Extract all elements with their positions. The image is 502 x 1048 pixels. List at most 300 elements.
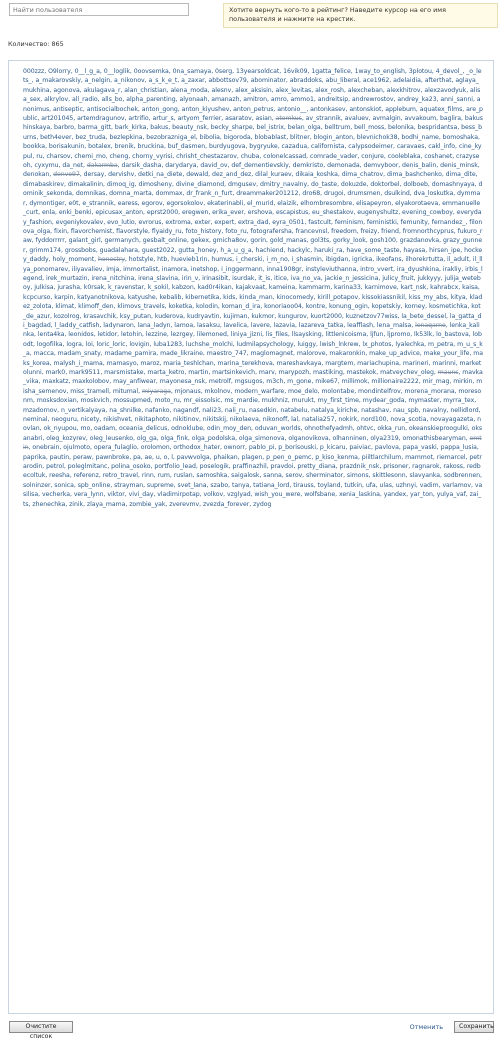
user-name[interactable]: belonika xyxy=(388,124,414,132)
user-name[interactable]: nikishvet xyxy=(103,416,131,424)
user-name[interactable]: volkov xyxy=(203,491,224,499)
user-name[interactable]: avaluev xyxy=(344,115,369,123)
user-name[interactable]: kitya xyxy=(450,293,466,301)
user-name[interactable]: foto_ru xyxy=(225,227,247,235)
user-name[interactable]: dommax xyxy=(155,190,183,198)
user-name[interactable]: olya2319 xyxy=(370,434,399,442)
user-name[interactable]: luba1283 xyxy=(153,340,183,348)
user-name[interactable]: gekex xyxy=(190,237,209,245)
user-name[interactable]: kot_de_azur xyxy=(23,303,481,320)
user-name[interactable]: becky_sharpe xyxy=(210,124,253,132)
user-name[interactable]: el_murid xyxy=(247,199,274,207)
user-list-box[interactable] xyxy=(8,60,494,1014)
user-name[interactable]: klimovs_travels xyxy=(117,303,165,311)
user-name[interactable]: orthodox_hater xyxy=(173,444,220,452)
user-name[interactable]: poleglmitanc xyxy=(67,463,108,471)
user-name[interactable]: klimat xyxy=(55,303,75,311)
user-name[interactable]: elyakorotaeva xyxy=(395,199,439,207)
user-name[interactable]: myrra_tex xyxy=(443,397,475,405)
user-name[interactable]: maroz xyxy=(140,359,160,367)
user-name[interactable]: zydog xyxy=(253,500,272,508)
user-name[interactable]: fromnorthcyprus xyxy=(402,227,454,235)
user-name[interactable]: anton_gong xyxy=(141,105,178,113)
user-name[interactable]: pawnbroke xyxy=(95,453,130,461)
user-name[interactable]: lazavia xyxy=(273,321,295,329)
user-name[interactable]: asian xyxy=(255,115,272,123)
user-name[interactable]: gmicha8ov xyxy=(212,237,247,245)
user-name[interactable]: l_laddy_catfish xyxy=(54,321,100,329)
user-name[interactable]: cazadua xyxy=(281,143,308,151)
user-name[interactable]: all_radio xyxy=(71,96,98,104)
user-name[interactable]: beth4ever xyxy=(40,133,72,141)
user-name[interactable]: blevnichok38 xyxy=(356,133,398,141)
user-name[interactable]: yulya_vaf xyxy=(436,491,466,499)
user-name[interactable]: antiseptic xyxy=(53,105,83,113)
user-name[interactable]: wolfsbane xyxy=(304,491,336,499)
user-name[interactable]: bruckina xyxy=(137,143,164,151)
user-name[interactable]: artemdragunov xyxy=(77,115,125,123)
user-name[interactable]: okka_run xyxy=(377,425,406,433)
user-name[interactable]: liniya_jizni xyxy=(230,331,263,339)
user-name[interactable]: ohtvc xyxy=(356,425,374,433)
user-name[interactable]: klimoff_den xyxy=(78,303,114,311)
user-name[interactable]: chemi_mo xyxy=(74,152,106,160)
user-name[interactable]: coshanet xyxy=(424,152,453,160)
user-name[interactable]: agonova xyxy=(53,86,80,94)
user-name[interactable]: kolodin xyxy=(195,303,218,311)
user-name[interactable]: borisakunin xyxy=(48,143,85,151)
user-name[interactable]: _o_lets_ xyxy=(23,68,482,85)
user-name[interactable]: hayasa xyxy=(403,246,426,254)
user-name[interactable]: avvakoum xyxy=(404,115,437,123)
user-name[interactable]: alex_rosh xyxy=(315,86,344,94)
user-name[interactable]: novayagazeta xyxy=(430,416,474,424)
user-name[interactable]: svet_lana xyxy=(177,481,207,489)
user-name[interactable]: p_kiso_kenma xyxy=(315,453,358,461)
user-name[interactable]: tutkin xyxy=(344,481,363,489)
user-name[interactable]: pappa_lusia xyxy=(440,444,477,452)
user-name[interactable]: molontabe xyxy=(321,387,355,395)
user-name[interactable]: opera_fulaglio xyxy=(93,444,137,452)
user-name[interactable]: beauty_nsk xyxy=(172,124,207,132)
user-name[interactable]: domnikas xyxy=(75,190,106,198)
user-name[interactable]: 0na_samaya xyxy=(172,68,212,75)
user-name[interactable]: nasedkin xyxy=(249,406,277,414)
user-name[interactable]: elhombresombre xyxy=(300,199,353,207)
user-name[interactable]: aglaya_mukhina xyxy=(23,77,479,94)
user-name[interactable]: gorky_look xyxy=(333,237,366,245)
user-name[interactable]: artur_s xyxy=(152,115,174,123)
user-name[interactable]: zombie_yak xyxy=(129,500,166,508)
user-name[interactable]: 0oovsemka xyxy=(133,68,169,75)
user-name[interactable]: zverevmv xyxy=(169,500,200,508)
user-name[interactable]: irakliy xyxy=(442,265,462,273)
user-name[interactable]: irin_v xyxy=(181,274,199,282)
user-name[interactable]: nova_scotia xyxy=(390,416,427,424)
user-name[interactable]: miss_tramell xyxy=(70,387,109,395)
user-name[interactable]: lenka_kalinka xyxy=(23,321,480,339)
user-name[interactable]: alex_levitas xyxy=(275,86,312,94)
user-name[interactable]: htb xyxy=(157,256,168,264)
user-name[interactable]: egorsokolov xyxy=(166,199,204,207)
user-name[interactable]: madam_snaty xyxy=(57,350,101,358)
user-name[interactable]: alan_christian xyxy=(124,86,167,94)
user-name[interactable]: i_cherski xyxy=(235,256,263,264)
user-name[interactable]: leafflash xyxy=(347,321,374,329)
user-name[interactable]: moto_ru xyxy=(154,397,180,405)
user-name[interactable]: irena_nitchina xyxy=(91,274,135,282)
user-name[interactable]: u xyxy=(155,453,160,461)
user-name[interactable]: crazyseoh xyxy=(23,152,480,170)
user-name[interactable]: kammarm xyxy=(298,284,331,292)
user-name[interactable]: onebrain xyxy=(32,444,60,452)
user-name[interactable]: marta_ketro xyxy=(147,369,185,376)
user-name[interactable]: ownorr xyxy=(223,444,246,452)
user-name[interactable]: abu_liberal xyxy=(325,77,360,85)
user-name[interactable]: lasaksu xyxy=(197,321,220,329)
user-name[interactable]: rinn xyxy=(141,472,154,480)
user-name[interactable]: ljpromo xyxy=(387,331,411,339)
user-name[interactable]: misha_semenov xyxy=(23,378,483,395)
user-name[interactable]: portfolio_lead xyxy=(154,463,196,471)
user-name[interactable]: luiggy xyxy=(297,340,317,348)
user-name[interactable]: natalia257 xyxy=(302,416,335,424)
user-name[interactable]: lavelica xyxy=(223,321,247,329)
user-name[interactable]: mjonaus xyxy=(174,387,201,395)
user-name[interactable]: dima_dite xyxy=(445,171,476,179)
user-name[interactable]: galant_girl xyxy=(68,237,101,245)
user-name[interactable]: kosmetichka xyxy=(429,303,468,311)
user-name[interactable]: gesbalt_online xyxy=(142,237,187,245)
user-name[interactable]: eprst2000 xyxy=(146,209,179,217)
user-name[interactable]: nikonoff xyxy=(262,416,288,424)
user-name[interactable]: dokuzde xyxy=(340,180,367,188)
user-name[interactable]: grimm174 xyxy=(29,246,61,254)
user-name[interactable]: pa xyxy=(133,453,141,461)
user-name[interactable]: maxkolobov xyxy=(72,378,110,386)
user-name[interactable]: retro_travel xyxy=(102,472,138,480)
user-name[interactable]: ekaterinabli xyxy=(207,199,244,207)
user-name[interactable]: gutta_honey xyxy=(178,246,217,254)
user-name[interactable]: kontre xyxy=(305,303,326,311)
user-name[interactable]: drugoi xyxy=(323,190,344,198)
user-name[interactable]: conjure xyxy=(361,152,384,160)
user-name[interactable]: artrifio xyxy=(128,115,149,123)
user-name[interactable]: xenia_laskina xyxy=(339,491,380,499)
user-name[interactable]: blobablast xyxy=(254,133,287,141)
user-name[interactable]: demkristo xyxy=(292,162,324,170)
user-name[interactable]: la_bete_dessel xyxy=(401,312,447,320)
user-name[interactable]: phaikan xyxy=(213,453,238,461)
user-name[interactable]: bygryuke xyxy=(249,143,278,151)
user-name[interactable]: neoguru xyxy=(51,416,77,424)
user-name[interactable]: kcpcurso xyxy=(23,293,51,301)
user-name[interactable]: belan_olga xyxy=(287,124,321,132)
user-name[interactable]: tanya xyxy=(231,481,250,489)
user-name[interactable]: fukuro_raw xyxy=(23,227,483,245)
user-name[interactable]: chuba xyxy=(240,152,260,160)
user-name[interactable]: flyaidy_ru xyxy=(151,227,182,235)
user-name[interactable]: sonica xyxy=(54,481,74,489)
user-name[interactable]: ira_dyushkina xyxy=(396,265,439,273)
user-name[interactable]: nali23 xyxy=(202,406,221,414)
user-name[interactable]: ohnothefyadmh xyxy=(304,425,353,433)
user-name[interactable]: ruslan xyxy=(173,472,193,480)
user-name[interactable]: mariachupina xyxy=(357,359,400,367)
user-name[interactable]: chorny_vyrisi xyxy=(132,152,173,160)
user-name[interactable]: dva_loskutka xyxy=(413,190,454,198)
user-name[interactable]: 16vik09 xyxy=(283,68,308,75)
user-name[interactable]: foto_history xyxy=(185,227,222,235)
user-name[interactable]: ragnarok xyxy=(412,463,440,471)
user-name[interactable]: makaronkin xyxy=(329,350,366,358)
user-name[interactable]: filonova_olga xyxy=(23,218,483,235)
user-name[interactable]: alexkhitrov xyxy=(386,86,421,94)
user-name[interactable]: abominator xyxy=(250,77,286,85)
user-name[interactable]: hachiend xyxy=(255,246,284,254)
user-name[interactable]: margtem xyxy=(325,359,354,367)
user-name[interactable]: bezlepkina xyxy=(109,133,143,141)
user-name[interactable]: koketka xyxy=(168,303,193,311)
user-name[interactable]: iliyavaliev xyxy=(71,265,103,273)
user-name[interactable]: odnoklube xyxy=(171,425,204,433)
user-name[interactable]: dimoq_ig xyxy=(106,180,135,188)
user-name[interactable]: tirauss xyxy=(293,481,314,489)
user-name[interactable]: nikolaeva xyxy=(229,416,259,424)
user-name[interactable]: kameina xyxy=(268,284,296,292)
user-name[interactable]: m_u_s_k_a xyxy=(23,340,483,358)
user-name[interactable]: olga_simonova xyxy=(238,434,285,442)
user-name[interactable]: holy_moment xyxy=(52,256,95,264)
user-name[interactable]: supreme xyxy=(146,481,174,489)
user-name[interactable]: letidor xyxy=(97,331,118,339)
user-name[interactable]: nokirk xyxy=(338,416,358,424)
user-name[interactable]: julija_weteboy xyxy=(23,274,481,292)
user-name[interactable]: extroma xyxy=(165,218,191,226)
user-name[interactable]: madame_pamira xyxy=(104,350,157,358)
user-name[interactable]: dez_and_dez xyxy=(212,171,252,179)
user-name[interactable]: alisa_sex xyxy=(23,86,481,104)
user-name[interactable]: natalya_kiriche xyxy=(311,406,358,414)
user-name[interactable]: jackie_n_jessicina xyxy=(324,274,379,282)
user-name[interactable]: marsmistake xyxy=(104,369,144,376)
user-name[interactable]: make_up_advice xyxy=(369,350,420,358)
user-name[interactable]: exter xyxy=(194,218,211,226)
user-name[interactable]: serov xyxy=(285,472,303,480)
user-name[interactable]: dimabaskirev xyxy=(23,180,64,188)
user-name[interactable]: sanna xyxy=(263,472,282,480)
user-name[interactable]: flavorstyle xyxy=(116,227,149,235)
user-name[interactable]: irena_slavina xyxy=(138,274,179,282)
user-name[interactable]: logofilka xyxy=(36,340,63,348)
user-name[interactable]: anton_petrus xyxy=(233,105,274,113)
user-name[interactable]: belltrum xyxy=(324,124,351,132)
user-name[interactable]: la_gatta_di_bagdad xyxy=(23,312,482,329)
user-name[interactable]: nicety xyxy=(80,416,100,424)
user-name[interactable]: 0serg xyxy=(215,68,233,75)
user-name[interactable]: eyra_0501 xyxy=(272,218,305,226)
user-name[interactable]: 4_devol_ xyxy=(435,68,463,75)
user-name[interactable]: buf_dasmen xyxy=(167,143,206,151)
user-name[interactable]: gosh100 xyxy=(369,237,396,245)
user-name[interactable]: dimakalinin xyxy=(67,180,104,188)
user-name[interactable]: marypozh xyxy=(278,369,310,376)
user-name[interactable]: julicy_fruit xyxy=(382,274,414,282)
user-name[interactable]: a_nikonov xyxy=(114,77,145,85)
user-name[interactable]: martin xyxy=(188,369,209,376)
user-name[interactable]: maks_korea xyxy=(23,350,483,367)
user-name[interactable]: solninzer xyxy=(23,481,51,489)
user-name[interactable]: darsik_dasha xyxy=(121,162,162,170)
user-name[interactable]: mr_eissolsic xyxy=(183,397,221,405)
user-name[interactable]: lenaqarno xyxy=(415,321,446,329)
user-name[interactable]: kirill_potapov xyxy=(317,293,359,301)
user-name[interactable]: dersay xyxy=(83,171,105,179)
user-name[interactable]: miyaraga xyxy=(141,387,171,395)
user-name[interactable]: m3ch xyxy=(266,378,284,386)
user-name[interactable]: pablo_pi xyxy=(248,444,275,452)
user-name[interactable]: pautin xyxy=(49,453,70,461)
user-name[interactable]: itice xyxy=(274,274,287,282)
user-name[interactable]: eu_shestakov xyxy=(312,209,354,217)
user-name[interactable]: zlaya_mama xyxy=(86,500,126,508)
user-name[interactable]: ulas xyxy=(379,481,392,489)
user-name[interactable]: avmalgin xyxy=(372,115,401,123)
user-name[interactable]: def_dementievskiy xyxy=(231,162,289,170)
user-name[interactable]: ms_mardie xyxy=(224,397,258,405)
user-name[interactable]: ershova xyxy=(247,209,273,217)
user-name[interactable]: ojulmoto xyxy=(63,444,91,452)
user-name[interactable]: drumsmen xyxy=(347,190,381,198)
user-name[interactable]: mauns xyxy=(437,369,459,376)
user-name[interactable]: peraw xyxy=(72,453,92,461)
user-name[interactable]: kabzon xyxy=(171,284,194,292)
user-name[interactable]: kad0r4ikan xyxy=(197,284,232,292)
user-name[interactable]: ok_nyupou xyxy=(43,425,77,433)
save-button[interactable]: Сохранить xyxy=(454,1021,494,1033)
user-name[interactable]: av_strannik xyxy=(305,115,341,123)
user-name[interactable]: petrol xyxy=(46,463,64,471)
user-name[interactable]: elaizik xyxy=(277,199,297,207)
user-name[interactable]: spb_online xyxy=(77,481,111,489)
user-name[interactable]: marina_terekhova xyxy=(217,359,273,367)
user-name[interactable]: dakarmba xyxy=(86,162,118,170)
user-name[interactable]: evgeniykovalev xyxy=(55,218,104,226)
user-name[interactable]: metrolf xyxy=(208,378,231,386)
user-name[interactable]: malysh_i_mama xyxy=(53,359,103,367)
user-name[interactable]: evening_cowboy xyxy=(402,209,453,217)
user-name[interactable]: doktorbel xyxy=(370,180,400,188)
user-name[interactable]: erika_ever xyxy=(212,209,244,217)
user-name[interactable]: bigoroda xyxy=(223,133,251,141)
user-name[interactable]: nafanko xyxy=(145,406,170,414)
user-name[interactable]: pretty_diana xyxy=(297,463,336,471)
user-name[interactable]: mymaster xyxy=(408,397,440,405)
user-name[interactable]: O9lorry xyxy=(48,68,71,75)
user-name[interactable]: darydarya xyxy=(165,162,197,170)
user-name[interactable]: littlenicoisma xyxy=(325,331,367,339)
user-name[interactable]: freizy xyxy=(360,227,378,235)
user-name[interactable]: p_kicaru xyxy=(319,444,346,452)
user-name[interactable]: varlamov xyxy=(442,481,472,489)
user-name[interactable]: kungurov xyxy=(278,312,307,320)
user-name[interactable]: mastekok xyxy=(346,369,377,376)
user-name[interactable]: katyushe xyxy=(127,293,156,301)
user-name[interactable]: art201045 xyxy=(41,115,74,123)
user-name[interactable]: 3plotou xyxy=(408,68,432,75)
user-name[interactable]: lal xyxy=(291,416,299,424)
user-name[interactable]: bookka xyxy=(23,143,46,151)
user-name[interactable]: evrorus xyxy=(138,218,162,226)
user-name[interactable]: k_sokil xyxy=(147,284,169,292)
user-name[interactable]: bibolia xyxy=(199,133,220,141)
user-name[interactable]: bodhi_name xyxy=(401,133,439,141)
user-name[interactable]: domna_marta xyxy=(109,190,152,198)
user-name[interactable]: marketolunni xyxy=(23,359,482,376)
user-name[interactable]: elisapeyron xyxy=(356,199,392,207)
user-name[interactable]: are_public xyxy=(23,105,483,123)
user-name[interactable]: burdyugova xyxy=(208,143,246,151)
user-name[interactable]: marinni xyxy=(432,359,456,367)
user-name[interactable]: earess xyxy=(117,199,138,207)
user-name[interactable]: moresonm xyxy=(23,387,482,405)
user-name[interactable]: p_pen_o_pemc xyxy=(266,453,312,461)
user-name[interactable]: kajakvaat xyxy=(235,284,266,292)
user-name[interactable]: olganovikova xyxy=(288,434,329,442)
user-name[interactable]: demonada xyxy=(327,162,360,170)
user-name[interactable]: lamoa xyxy=(174,321,194,329)
user-name[interactable]: cooleblaka xyxy=(387,152,421,160)
user-name[interactable]: nikitskij xyxy=(202,416,226,424)
user-name[interactable]: vecherka xyxy=(41,491,70,499)
user-name[interactable]: paiviac xyxy=(349,444,372,452)
user-name[interactable]: da_net xyxy=(62,162,84,170)
user-name[interactable]: bakus xyxy=(150,124,169,132)
user-name[interactable]: olhanninen xyxy=(332,434,367,442)
user-name[interactable]: cyxymu xyxy=(34,162,59,170)
user-name[interactable]: bel_istrix xyxy=(256,124,284,132)
user-name[interactable]: zvezda_forever xyxy=(202,500,250,508)
user-name[interactable]: omonathisbearyman xyxy=(402,434,466,442)
user-name[interactable]: lavere xyxy=(250,321,270,329)
user-name[interactable]: dymmar xyxy=(23,190,481,207)
user-name[interactable]: zhenechka xyxy=(32,500,66,508)
user-name[interactable]: mike67 xyxy=(315,378,338,386)
user-name[interactable]: domashnyaya xyxy=(431,180,475,188)
user-name[interactable]: mamasyo xyxy=(106,359,137,367)
user-name[interactable]: fernandez_ xyxy=(431,218,466,226)
user-name[interactable]: murukt xyxy=(291,397,314,405)
user-name[interactable]: lobodt xyxy=(23,331,482,348)
user-name[interactable]: charsov xyxy=(46,152,71,160)
user-name[interactable]: atomkus xyxy=(275,115,302,123)
user-name[interactable]: artyom_ferrier xyxy=(177,115,222,123)
user-name[interactable]: made_likraine xyxy=(160,350,203,358)
user-name[interactable]: ae xyxy=(144,453,153,461)
user-name[interactable]: referenz xyxy=(73,472,99,480)
user-name[interactable]: nikitaphoto xyxy=(134,416,170,424)
user-name[interactable]: i_shasmin xyxy=(291,256,322,264)
user-name[interactable]: kujiman xyxy=(223,312,248,320)
user-name[interactable]: mirkin xyxy=(453,378,473,386)
user-name[interactable]: omtin xyxy=(23,434,482,452)
user-name[interactable]: denvo97 xyxy=(53,171,80,179)
user-name[interactable]: novlan xyxy=(23,416,482,433)
user-name[interactable]: isurdak xyxy=(232,274,255,282)
user-name[interactable]: do_taste xyxy=(310,180,338,188)
user-name[interactable]: vadim xyxy=(419,481,439,489)
user-name[interactable]: gold_manas xyxy=(269,237,307,245)
